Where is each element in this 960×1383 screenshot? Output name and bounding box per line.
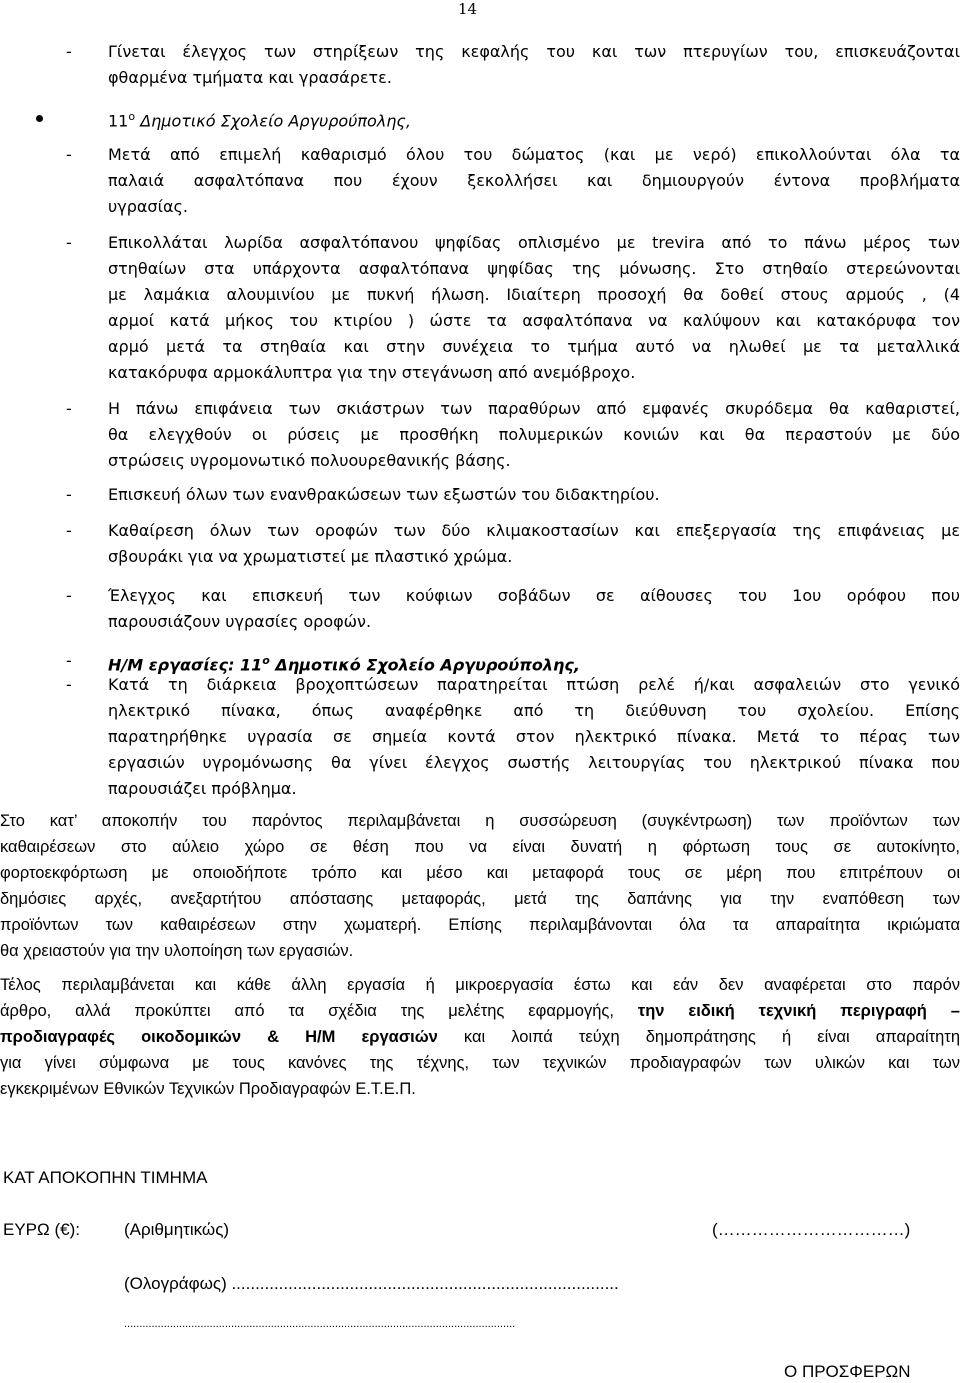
list-item: Επισκευή όλων των ενανθρακώσεων των εξωστών του διδακτηρίου.: [108, 485, 660, 504]
words-field-line2[interactable]: ................................................................................................................................: [124, 1318, 516, 1330]
list-dash: -: [66, 651, 72, 670]
list-item: Μετά από επιμελή καθαρισμό όλου του δώματος (και με νερό) επικολλούνται όλα τα παλαιά ασφαλτόπανα που έχουν ξεκολλήσει και δημιουργούν έντονα προβλήματα υγρασίας.: [108, 145, 960, 216]
list-dash: -: [66, 675, 72, 694]
list-dash: -: [66, 521, 72, 540]
price-title: ΚΑΤ ΑΠΟΚΟΠΗΝ ΤΙΜΗΜΑ: [3, 1168, 208, 1187]
currency-label: ΕΥΡΩ (€):: [3, 1220, 80, 1239]
numeric-blank[interactable]: (……………………………): [712, 1220, 911, 1239]
list-item: Η πάνω επιφάνεια των σκιάστρων των παραθύρων από εμφανές σκυρόδεμα θα καθαριστεί, θα ελεγχθούν οι ρύσεις με προσθήκη πολυμερικών κονιών και θα περαστούν με δύο στρώσεις υγρομονωτικό πολυουρεθανικής βάσης.: [108, 399, 960, 470]
signature-label: Ο ΠΡΟΣΦΕΡΩΝ: [784, 1362, 911, 1381]
list-item: Γίνεται έλεγχος των στηρίξεων της κεφαλής του και των πτερυγίων του, επισκευάζονται φθαρμένα τμήματα και γρασάρετε.: [108, 42, 960, 87]
list-dash: -: [66, 42, 72, 61]
list-dash: -: [66, 233, 72, 252]
list-dash: -: [66, 399, 72, 418]
list-item: Επικολλάται λωρίδα ασφαλτόπανου ψηφίδας οπλισμένο με trevira από το πάνω μέρος των στηθαίων στα υπάρχοντα ασφαλτόπανα ψηφίδας της μόνωσης. Στο στηθαίο στερεώνονται με λαμάκια αλουμινίου με πυκνή ήλωση. Ιδιαίτερη προσοχή θα δοθεί στους αρμούς , (4 αρμοί κατά μήκος του κτιρίου ) ώστε τα ασφαλτόπανα να καλύψουν και κατακόρυφα τον αρμό μετά τα στηθαία και στην συνέχεια το τμήμα αυτό να ηλωθεί με τα μεταλλικά κατακόρυφα αρμοκάλυπτρα για την στεγάνωση από ανεμόβροχο.: [108, 233, 960, 382]
list-item: Έλεγχος και επισκευή των κούφιων σοβάδων σε αίθουσες του 1ου ορόφου που παρουσιάζουν υγρασίες οροφών.: [108, 586, 960, 631]
list-dash: -: [66, 586, 72, 605]
section-heading: Η/Μ εργασίες: $11^o$ Δημοτικό Σχολείο Αργυρούπολης,: [108, 654, 580, 675]
numeric-label: (Αριθμητικώς): [124, 1220, 230, 1239]
paragraph-final: Τέλος περιλαμβάνεται και κάθε άλλη εργασία ή μικροεργασία έστω και εάν δεν αναφέρεται στο παρόν άρθρο, αλλά προκύπτει από τα σχέδια της μελέτης εφαρμογής, την ειδική τεχνική περιγραφή – προδιαγραφές οικοδομικών & Η/Μ εργασιών και λοιπά τεύχη δημοπράτησης ή είναι απαραίτητη για γίνει σύμφωνα με τους κανόνες της τέχνης, των τεχνικών προδιαγραφών των υλικών και των εγκεκριμένων Εθνικών Τεχνικών Προδιαγραφών Ε.Τ.Ε.Π.: [0, 976, 960, 1098]
list-item: Καθαίρεση όλων των οροφών των δύο κλιμακοστασίων και επεξεργασία της επιφάνειας με σβουράκι για να χρωματιστεί με πλαστικό χρώμα.: [108, 521, 960, 566]
list-item: Κατά τη διάρκεια βροχοπτώσεων παρατηρείται πτώση ρελέ ή/και ασφαλειών στο γενικό ηλεκτρικό πίνακα, όπως αναφέρθηκε από τη διεύθυνση του σχολείου. Επίσης παρατηρήθηκε υγρασία σε σημεία κοντά στον ηλεκτρικό πίνακα. Μετά το πέρας των εργασιών υγρομόνωσης θα γίνει έλεγχος σωστής λειτουργίας του ηλεκτρικού πίνακα που παρουσιάζει πρόβλημα.: [108, 675, 960, 798]
paragraph-removal: Στο κατ’ αποκοπήν του παρόντος περιλαμβάνεται η συσσώρευση (συγκέντρωση) των προϊόντων των καθαιρέσεων στο αύλειο χώρο σε θέση που να είναι δυνατή η φόρτωση τους σε αυτοκίνητο, φορτοεκφόρτωση με οποιοδήποτε τρόπο και μέσο και μεταφορά τους σε μέρη που επιτρέπουν οι δημόσιες αρχές, ανεξαρτήτου απόστασης μεταφοράς, μετά της δαπάνης για την εναπόθεση των προϊόντων των καθαιρέσεων στην χωματερή. Επίσης περιλαμβάνονται όλα τα απαραίτητα ικριώματα θα χρειαστούν για την υλοποίηση των εργασιών.: [0, 812, 960, 960]
list-dash: -: [66, 485, 72, 504]
section-heading: $11^o$ Δημοτικό Σχολείο Αργυρούπολης,: [108, 110, 411, 131]
words-field[interactable]: (Ολογράφως) ..................................................................................: [124, 1274, 619, 1293]
bullet-icon: [36, 115, 43, 122]
list-dash: -: [66, 145, 72, 164]
page-number: 14: [458, 0, 478, 18]
